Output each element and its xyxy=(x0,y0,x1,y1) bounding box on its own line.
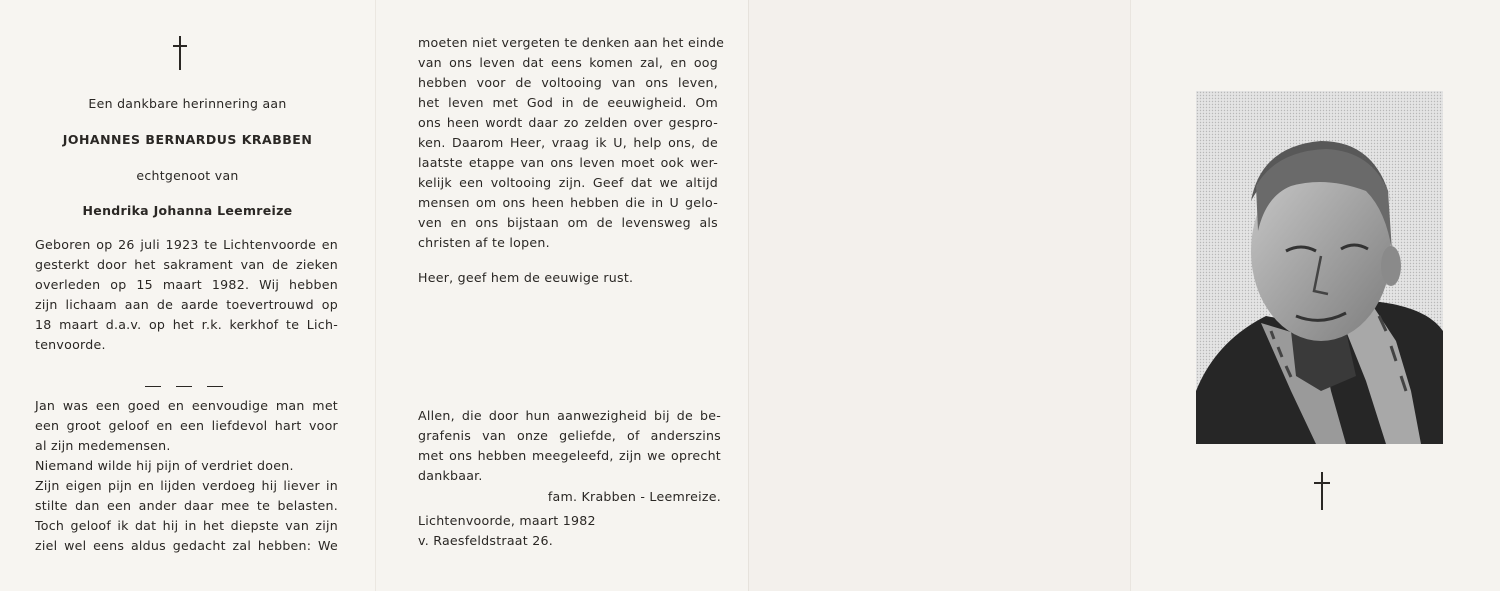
place-date: Lichtenvoorde, maart 1982 xyxy=(418,513,596,528)
portrait-illustration xyxy=(1196,91,1443,444)
blank-page xyxy=(748,0,1130,591)
prayer-paragraph: moeten niet vergeten te denken aan het einde van ons leven dat eens komen zal, en oog hebben voor de voltooing van ons leven, het leven met God in de eeuwigheid. Om ons heen wordt daar zo zelden over gespro- ken. Daarom Heer, vraag ik U, help ons, de laatste etappe van ons leven moet ook wer- kelijk een voltooing zijn. Geef dat we altijd mensen om ons heen hebben die in U gelo- ven en ons bijstaan om de levensweg als christen af te lopen. xyxy=(418,35,725,250)
intro-text: Een dankbare herinnering aan xyxy=(88,96,287,111)
middle-page xyxy=(375,0,748,591)
thanks-paragraph: Allen, die door hun aanwezigheid bij de be- grafenis van onze geliefde, of anderszins met ons hebben meegeleefd, zijn we oprecht dankbaar. xyxy=(418,408,721,483)
cross-icon xyxy=(170,36,190,70)
deceased-name: JOHANNES BERNARDUS KRABBEN xyxy=(62,132,313,147)
address: v. Raesfeldstraat 26. xyxy=(418,533,553,548)
birth-paragraph: Geboren op 26 juli 1923 te Lichtenvoorde en gesterkt door het sakrament van de zieken overleden op 15 maart 1982. Wij hebben zijn lichaam aan de aarde toevertrouwd op 18 maart d.a.v. op het r.k. kerkhof te Lich- tenvoorde. xyxy=(35,237,338,352)
rest-line: Heer, geef hem de eeuwige rust. xyxy=(418,270,634,285)
spouse-label: echtgenoot van xyxy=(136,168,239,183)
tribute-paragraph: Jan was een goed en eenvoudige man met een groot geloof en een liefdevol hart voor al zijn medemensen. Niemand wilde hij pijn of verdriet doen. Zijn eigen pijn en lijden verdoeg hij liever in stilte dan een ander daar mee te belasten. Toch geloof ik dat hij in het diepste van zijn ziel wel eens aldus gedacht zal hebben: We xyxy=(35,398,338,553)
cross-icon-large xyxy=(1311,472,1333,510)
divider-dashes xyxy=(145,372,238,391)
family-signature: fam. Krabben - Leemreize. xyxy=(547,489,721,504)
left-page xyxy=(0,0,375,591)
portrait-photo xyxy=(1196,91,1443,444)
spouse-name: Hendrika Johanna Leemreize xyxy=(82,203,293,218)
